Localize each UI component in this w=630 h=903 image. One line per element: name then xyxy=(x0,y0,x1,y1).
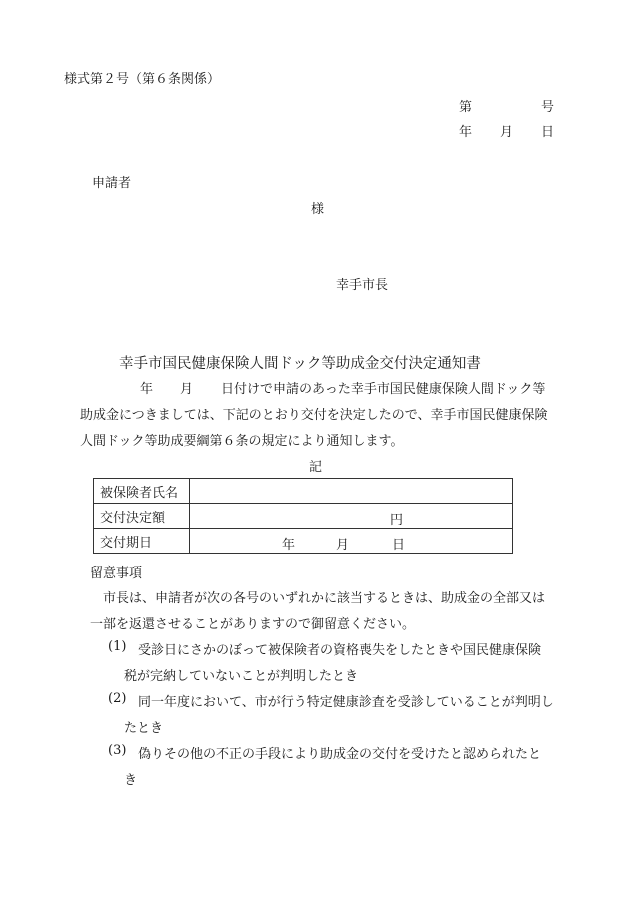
grant-amount-label: 交付決定額 xyxy=(94,504,190,529)
body-date-month: 月 xyxy=(180,382,194,397)
doc-date-year: 年 xyxy=(459,125,473,140)
yen-unit: 円 xyxy=(390,513,404,528)
document-title: 幸手市国民健康保険人間ドック等助成金交付決定通知書 xyxy=(119,356,481,372)
grant-date-value xyxy=(190,529,513,554)
note-item-1-line-1: 受診日にさかのぼって被保険者の資格喪失をしたときや国民健康保険 xyxy=(138,643,542,658)
body-line-2: 助成金につきましては、下記のとおり交付を決定したので、幸手市国民健康保険 xyxy=(80,408,548,423)
note-item-1-line-2: 税が完納していないことが判明したとき xyxy=(124,669,359,684)
note-item-2-line-2: たとき xyxy=(124,721,164,736)
applicant-label: 申請者 xyxy=(92,176,132,191)
insured-name-value xyxy=(190,479,513,504)
grant-date-month: 月 xyxy=(336,538,350,553)
grant-date-year: 年 xyxy=(282,538,296,553)
table-row xyxy=(94,529,513,554)
table-row xyxy=(94,479,513,504)
notes-para-line-1: 市長は、申請者が次の各号のいずれかに該当するときは、助成金の全部又は xyxy=(103,591,546,606)
doc-number-go: 号 xyxy=(541,100,555,115)
grant-date-label: 交付期日 xyxy=(94,529,190,554)
doc-number-dai: 第 xyxy=(459,100,473,115)
note-item-3-number: (3) xyxy=(108,743,127,758)
grant-amount-value xyxy=(190,504,513,529)
ki-heading: 記 xyxy=(309,460,323,475)
body-line-3: 人間ドック等助成要綱第６条の規定により通知します。 xyxy=(80,434,404,449)
grant-info-table xyxy=(93,478,513,554)
grant-date-day: 日 xyxy=(392,538,406,553)
body-date-year: 年 xyxy=(140,382,154,397)
doc-date-month: 月 xyxy=(500,125,514,140)
form-number: 様式第２号（第６条関係） xyxy=(64,72,221,87)
table-row xyxy=(94,504,513,529)
notes-heading: 留意事項 xyxy=(90,566,143,581)
insured-name-label: 被保険者氏名 xyxy=(94,479,190,504)
notes-para-line-2: 一部を返還させることがありますので御留意ください。 xyxy=(90,617,416,632)
note-item-2-line-1: 同一年度において、市が行う特定健康診査を受診していることが判明し xyxy=(138,695,554,710)
note-item-3-line-1: 偽りその他の不正の手段により助成金の交付を受けたと認められたと xyxy=(138,747,542,762)
issuer: 幸手市長 xyxy=(336,278,389,293)
honorific: 様 xyxy=(311,202,325,217)
note-item-2-number: (2) xyxy=(108,691,127,706)
doc-date-day: 日 xyxy=(541,125,555,140)
body-line-1: 日付けで申請のあった幸手市国民健康保険人間ドック等 xyxy=(221,382,546,397)
note-item-3-line-2: き xyxy=(124,773,138,788)
note-item-1-number: (1) xyxy=(108,639,127,654)
